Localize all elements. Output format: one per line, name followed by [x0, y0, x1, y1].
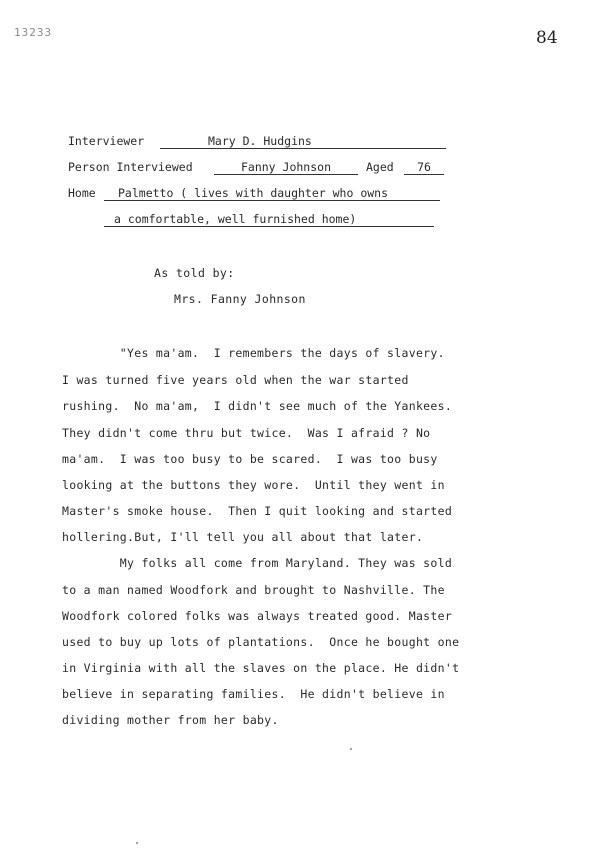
person-interviewed-label: Person Interviewed	[68, 160, 193, 174]
home-value-line2: a comfortable, well furnished home)	[104, 212, 434, 227]
narrative-line: believe in separating families. He didn't believe in	[62, 687, 445, 701]
interviewer-label: Interviewer	[68, 134, 145, 148]
told-by-intro: As told by:	[154, 266, 235, 280]
home-label: Home	[68, 186, 96, 200]
narrative-line: rushing. No ma'am, I didn't see much of the Yankees.	[62, 399, 453, 413]
scan-speck	[136, 842, 138, 844]
narrative-line: dividing mother from her baby.	[62, 713, 279, 727]
narrative-line: looking at the buttons they wore. Until they went in	[62, 478, 445, 492]
narrative-line: to a man named Woodfork and brought to Nashville. The	[62, 583, 445, 597]
person-interviewed-value: Fanny Johnson	[214, 160, 358, 175]
archive-stamp: 13233	[14, 26, 53, 39]
aged-label: Aged	[366, 160, 394, 174]
scan-speck	[350, 748, 352, 750]
page-number: 84	[536, 28, 558, 48]
interviewer-value: Mary D. Hudgins	[160, 134, 446, 149]
narrative-line: "Yes ma'am. I remembers the days of slavery.	[62, 346, 445, 360]
narrative-line: My folks all come from Maryland. They was sold	[62, 556, 453, 570]
narrative-line: hollering.But, I'll tell you all about that later.	[62, 530, 424, 544]
aged-value: 76	[404, 160, 444, 175]
narrative-line: used to buy up lots of plantations. Once he bought one	[62, 635, 460, 649]
narrative-line: in Virginia with all the slaves on the place. He didn't	[62, 661, 460, 675]
narrative-line: Woodfork colored folks was always treated good. Master	[62, 609, 453, 623]
narrative-line: ma'am. I was too busy to be scared. I was too busy	[62, 452, 438, 466]
narrative-line: I was turned five years old when the war started	[62, 373, 409, 387]
narrative-line: Master's smoke house. Then I quit looking and started	[62, 504, 453, 518]
home-value-line1: Palmetto ( lives with daughter who owns	[104, 186, 440, 201]
told-by-name: Mrs. Fanny Johnson	[174, 292, 306, 306]
narrative-line: They didn't come thru but twice. Was I afraid ? No	[62, 426, 431, 440]
